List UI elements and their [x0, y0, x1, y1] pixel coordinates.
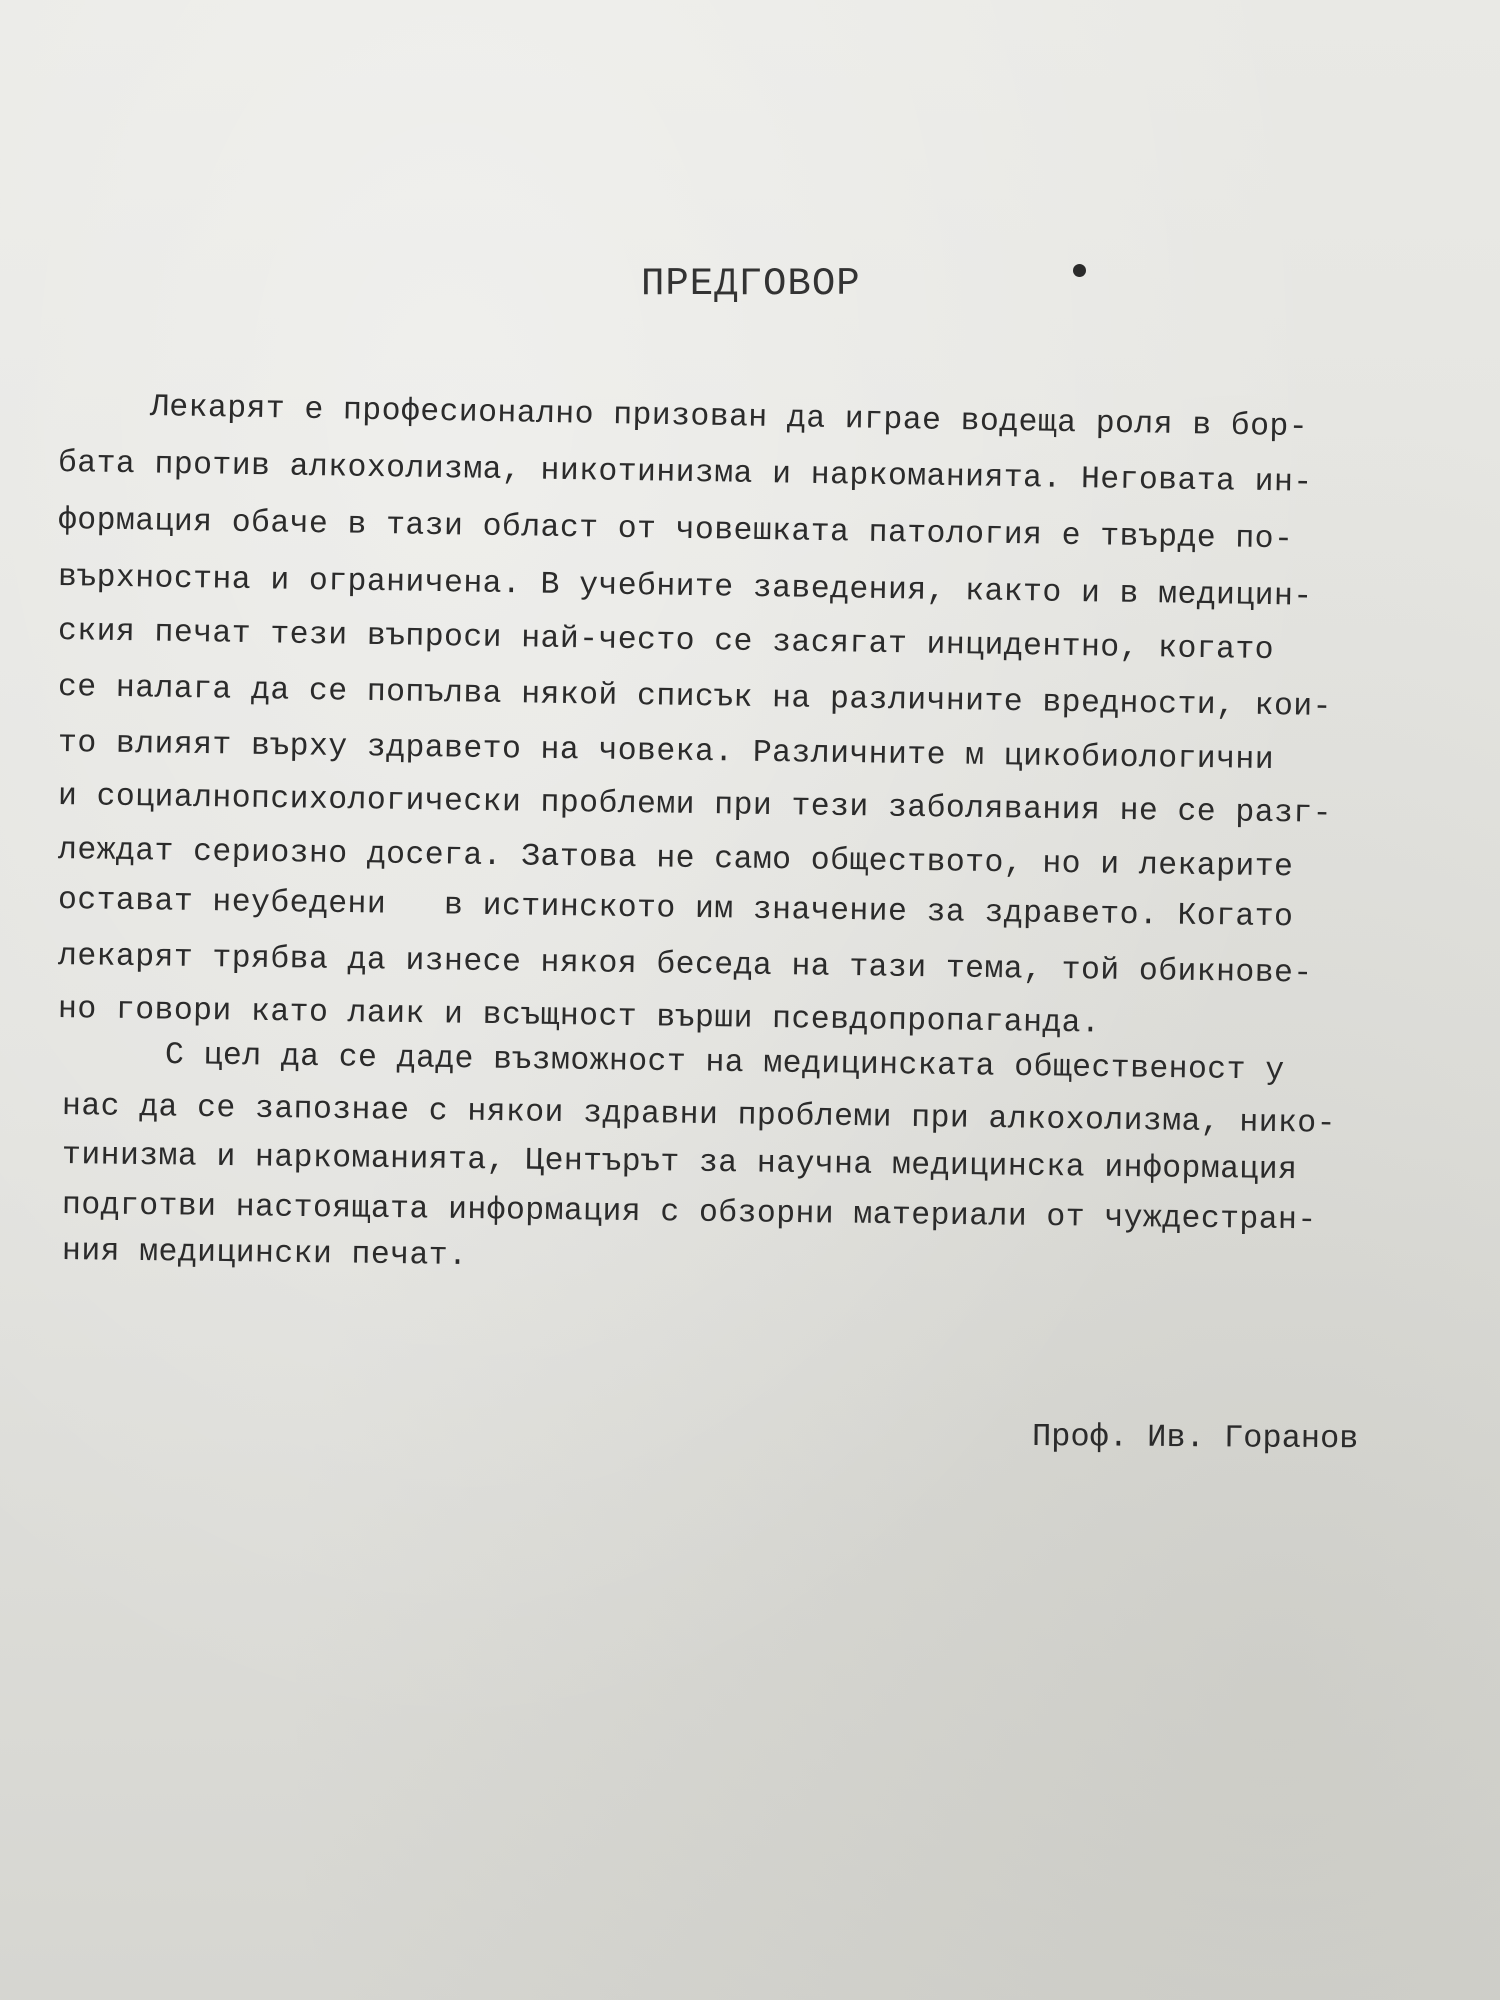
text-line: остават неубедени в истинското им значение за здравето. Когато [57, 883, 1294, 936]
text-line: бата против алкохолизма, никотинизма и наркоманията. Неговата ин- [57, 446, 1313, 501]
text-line: и социалнопсихологически проблеми при тези заболявания не се разг- [57, 779, 1333, 832]
text-line: се налага да се попълва някой списък на различните вредности, кои- [57, 670, 1333, 726]
text-line: върхностна и ограничена. В учебните заведения, както и в медицин- [57, 560, 1313, 615]
text-line: ския печат тези въпроси най-често се засягат инцидентно, когато [57, 614, 1275, 669]
text-line: Лекарят е професионално призован да играе водеща роля в бор- [149, 390, 1309, 446]
text-line: нас да се запознае с някои здравни проблеми при алкохолизма, нико- [61, 1089, 1337, 1142]
text-line: тинизма и наркоманията, Центърът за научна медицинска информация [61, 1138, 1298, 1189]
author-signature: Проф. Ив. Горанов [1031, 1418, 1359, 1458]
text-line: леждат сериозно досега. Затова не само обществото, но и лекарите [57, 833, 1294, 886]
text-line: но говори като лаик и всъщност върши псевдопропаганда. [57, 992, 1101, 1042]
text-line: формация обаче в тази област от човешката патология е твърде по- [57, 503, 1294, 558]
text-line: ния медицински печат. [61, 1234, 468, 1274]
text-line: подготви настоящата информация с обзорни материали от чуждестран- [61, 1188, 1317, 1239]
document-title: ПРЕДГОВОР [641, 262, 861, 306]
text-line: то влияят върху здравето на човека. Различните м цикобиологични [57, 726, 1275, 778]
text-line: С цел да се даде възможност на медицинската общественост у [164, 1038, 1285, 1089]
text-line: лекарят трябва да изнесе някоя беседа на тази тема, той обикнове- [57, 939, 1313, 992]
